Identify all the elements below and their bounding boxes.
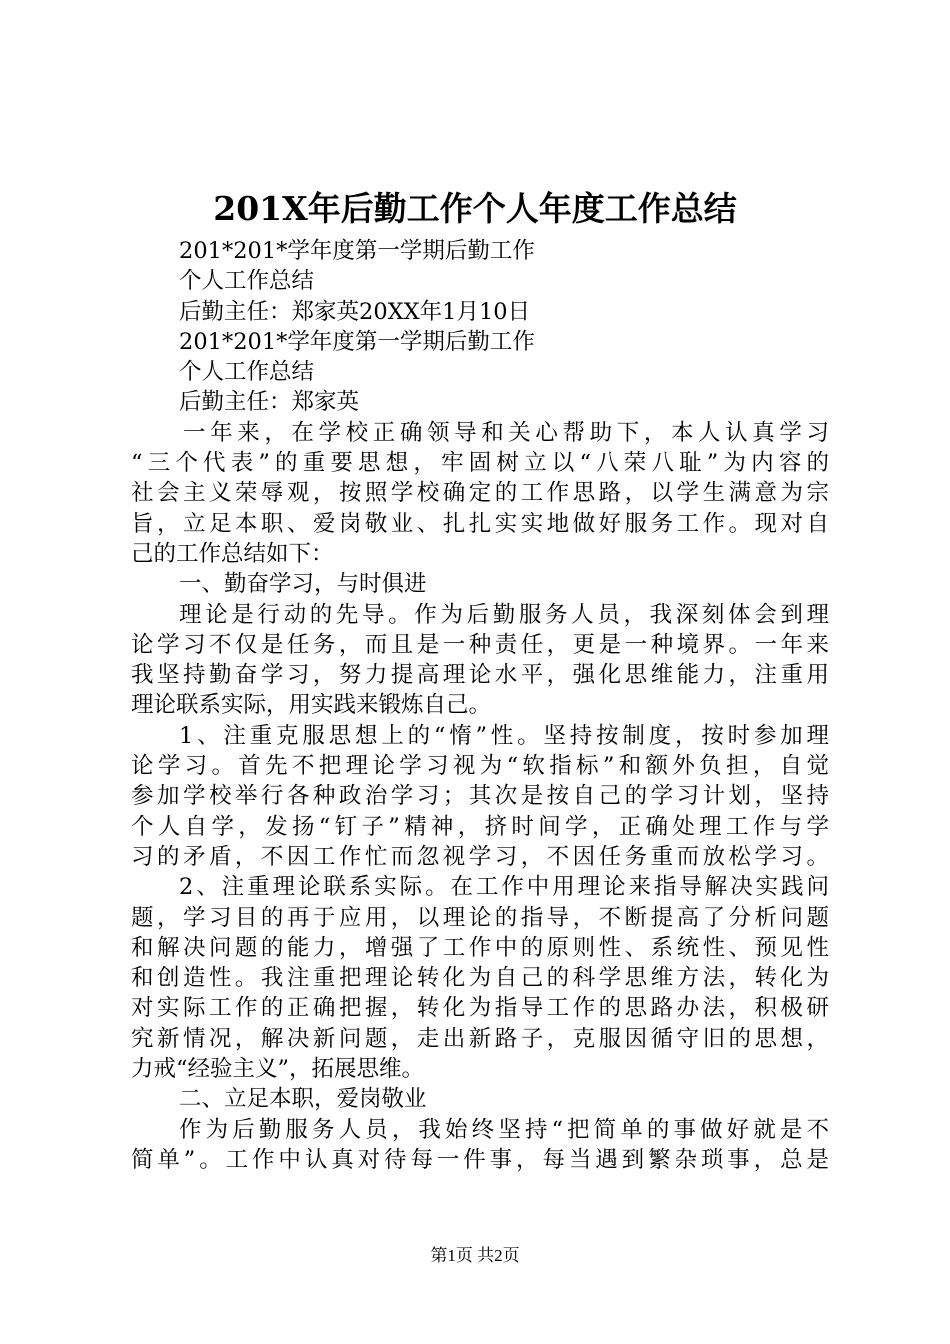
text-line: 201*201*学年度第一学期后勤工作: [179, 328, 535, 355]
text-line: 和创造性。我注重把理论转化为自己的科学思维方法，转化为: [131, 965, 829, 992]
text-line: 后勤主任：郑家英20XX年1月10日: [179, 298, 531, 325]
text-line: 二、立足本职，爱岗敬业: [179, 1086, 427, 1113]
text-line: 社会主义荣辱观，按照学校确定的工作思路，以学生满意为宗: [131, 480, 829, 507]
text-line: 个人工作总结: [179, 359, 315, 386]
text-line: 个人工作总结: [179, 268, 315, 295]
document-title: 201X年后勤工作个人年度工作总结: [213, 189, 737, 228]
text-line: 201*201*学年度第一学期后勤工作: [179, 238, 535, 264]
text-line: 究新情况，解决新问题，走出新路子，克服因循守旧的思想，: [131, 1025, 829, 1052]
text-line: 题，学习目的再于应用，以理论的指导，不断提高了分析问题: [131, 904, 829, 931]
text-line: 后勤主任：郑家英: [179, 389, 360, 416]
page-footer: 第1页 共2页: [430, 1246, 520, 1265]
text-line: 习的矛盾，不因工作忙而忽视学习，不因任务重而放松学习。: [131, 843, 829, 870]
text-line: “三个代表”的重要思想，牢固树立以“八荣八耻”为内容的: [131, 450, 829, 477]
text-line: 参加学校举行各种政治学习；其次是按自己的学习计划，坚持: [131, 783, 829, 810]
text-line: 论学习不仅是任务，而且是一种责任，更是一种境界。一年来: [131, 631, 829, 658]
document-body: [131, 236, 829, 1175]
text-line: 2、注重理论联系实际。在工作中用理论来指导解决实践问: [179, 874, 829, 901]
text-line: 个人自学，发扬“钉子”精神，挤时间学，正确处理工作与学: [131, 813, 829, 840]
text-line: 论学习。首先不把理论学习视为“软指标”和额外负担，自觉: [131, 753, 829, 780]
text-line: 简单”。工作中认真对待每一件事，每当遇到繁杂琐事，总是: [131, 1146, 829, 1173]
text-line: 1、注重克服思想上的“惰”性。坚持按制度，按时参加理: [179, 722, 829, 749]
text-line: 一年来，在学校正确领导和关心帮助下，本人认真学习: [183, 419, 829, 446]
text-line: 理论是行动的先导。作为后勤服务人员，我深刻体会到理: [179, 601, 829, 628]
text-line: 旨，立足本职、爱岗敬业、扎扎实实地做好服务工作。现对自: [131, 510, 829, 537]
text-line: 己的工作总结如下：: [131, 540, 334, 567]
text-line: 对实际工作的正确把握，转化为指导工作的思路办法，积极研: [131, 995, 829, 1022]
text-line: 一、勤奋学习，与时俱进: [179, 571, 427, 598]
text-line: 我坚持勤奋学习，努力提高理论水平，强化思维能力，注重用: [131, 662, 829, 689]
text-line: 力戒“经验主义”，拓展思维。: [131, 1056, 425, 1083]
text-line: 作为后勤服务人员，我始终坚持“把简单的事做好就是不: [179, 1116, 829, 1143]
text-line: 理论联系实际，用实践来锻炼自己。: [131, 692, 492, 719]
text-line: 和解决问题的能力，增强了工作中的原则性、系统性、预见性: [131, 934, 829, 961]
